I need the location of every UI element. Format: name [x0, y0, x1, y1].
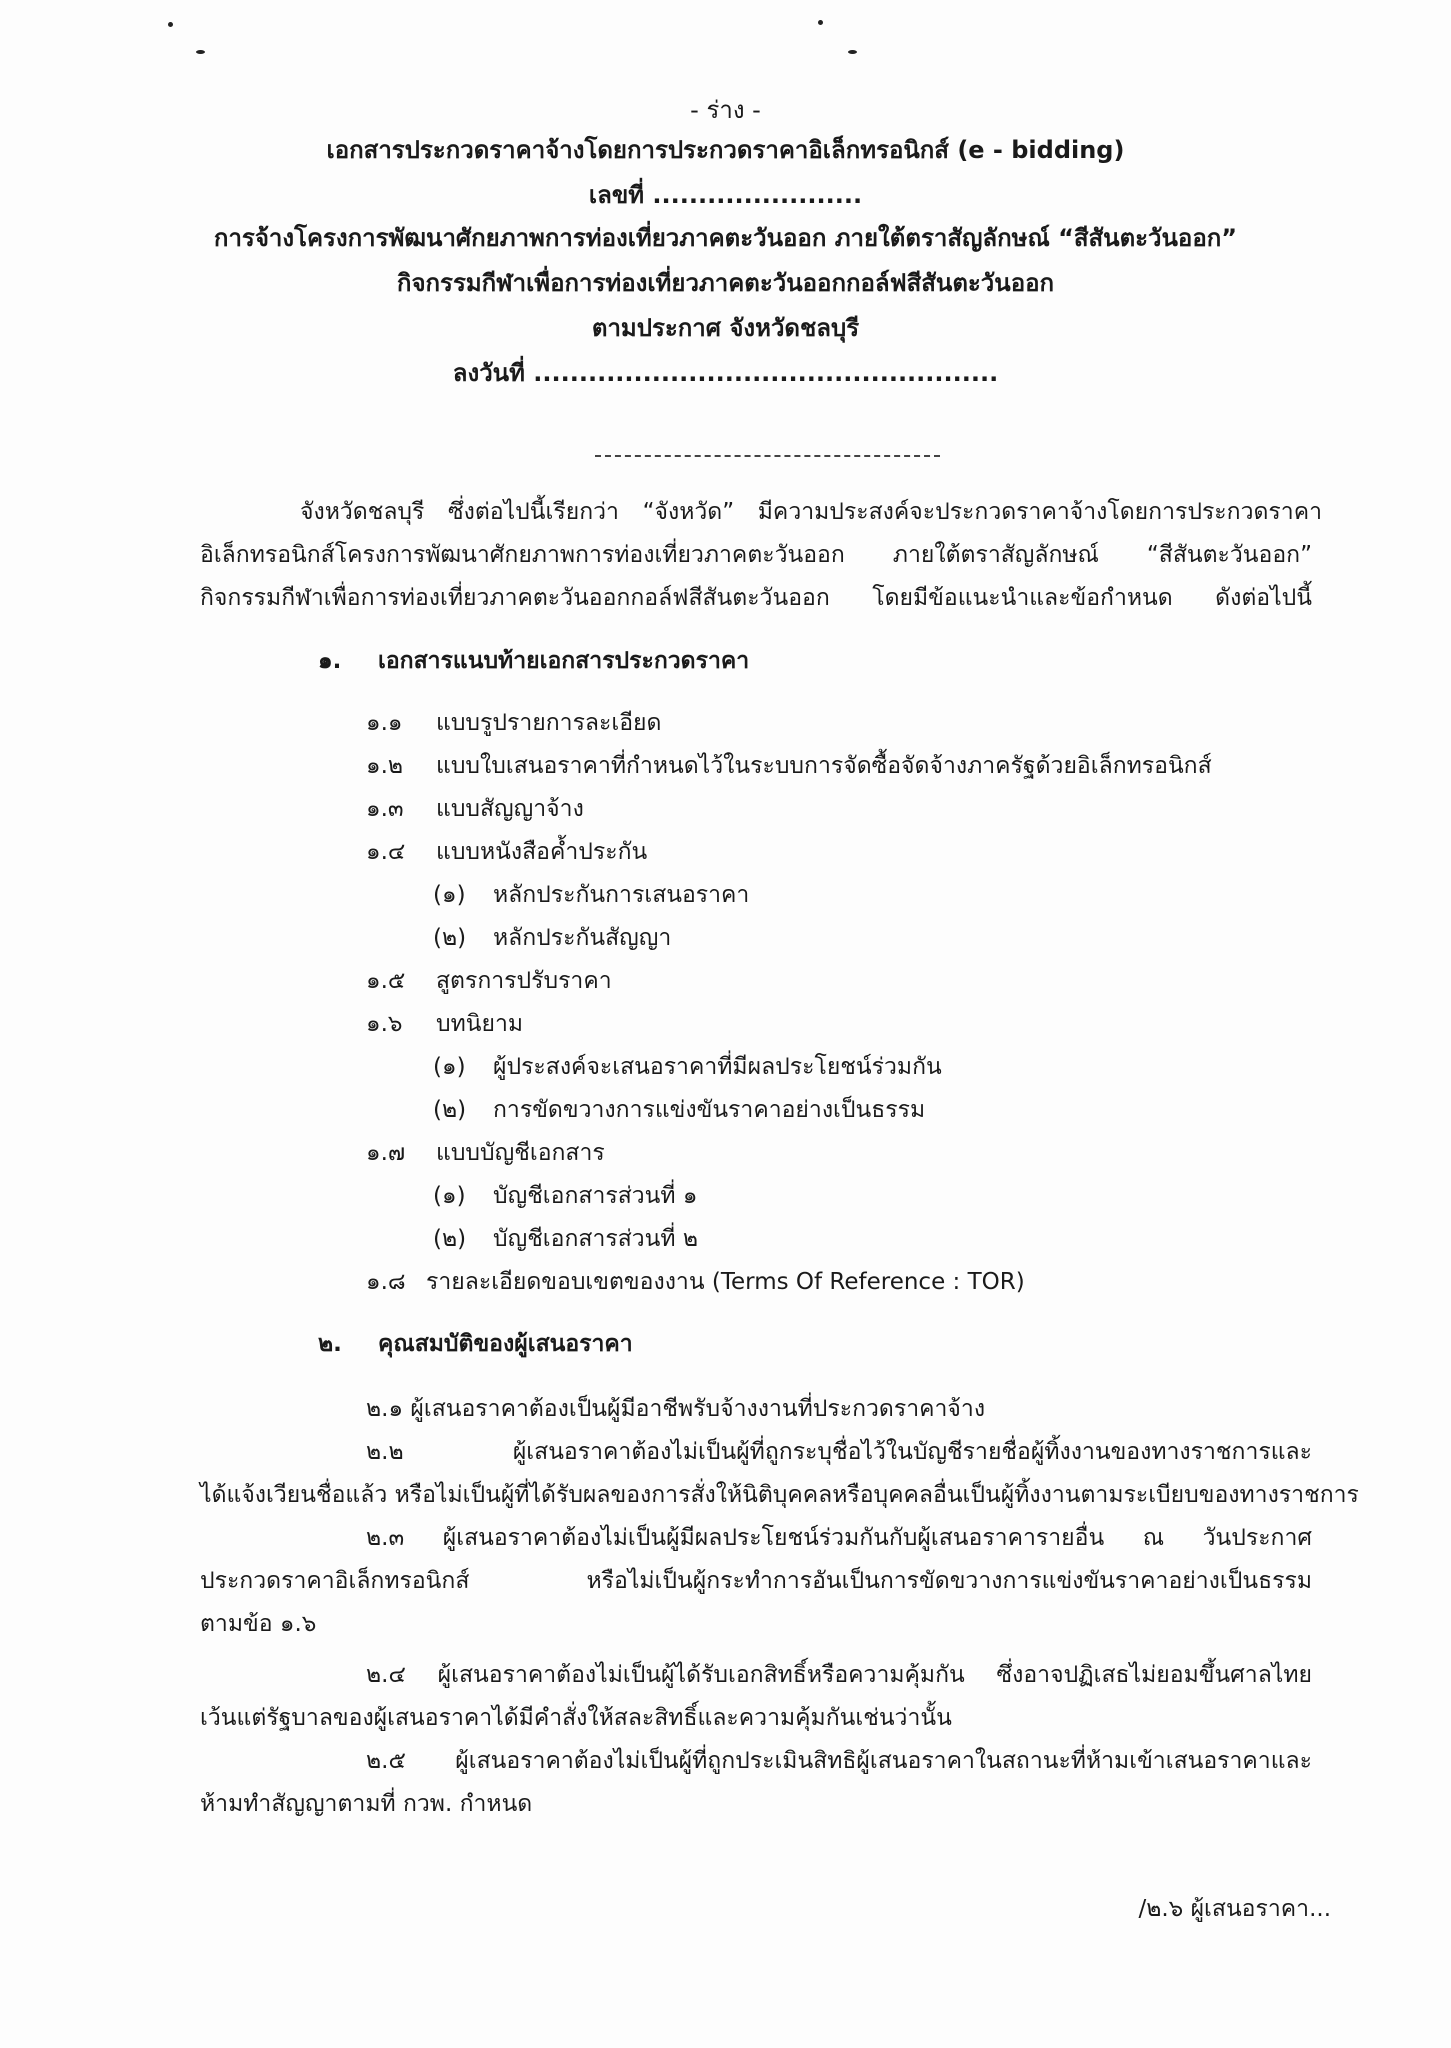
- item-text: แบบหนังสือค้ำประกัน: [436, 839, 648, 865]
- intro-line-3: กิจกรรมกีฬาเพื่อการท่องเที่ยวภาคตะวันออกกอล์ฟสีสันตะวันออก โดยมีข้อแนะนำและข้อกำหนด ดังต่อไปนี้: [200, 585, 1312, 611]
- item-number: (๒): [433, 925, 467, 951]
- item-text: สูตรการปรับราคา: [436, 968, 612, 994]
- item-text: บทนิยาม: [436, 1011, 524, 1037]
- item-text: การขัดขวางการแข่งขันราคาอย่างเป็นธรรม: [493, 1097, 926, 1123]
- list-item: [366, 750, 1212, 782]
- intro-line-2: อิเล็กทรอนิกส์โครงการพัฒนาศักยภาพการท่องเที่ยวภาคตะวันออก ภายใต้ตราสัญลักษณ์ “สีสันตะวันออก”: [200, 542, 1312, 568]
- item-number: ๑.๔: [366, 839, 406, 865]
- header-divider: [595, 455, 940, 457]
- item-number: ๑.๕: [366, 968, 406, 994]
- list-item: [366, 707, 661, 739]
- clause-2-3-line-3: ตามข้อ ๑.๖: [200, 1611, 317, 1637]
- item-text: หลักประกันสัญญา: [493, 925, 672, 951]
- item-number: ๑.๗: [366, 1140, 406, 1166]
- list-subitem: [433, 1223, 698, 1255]
- activity-title: กิจกรรมกีฬาเพื่อการท่องเที่ยวภาคตะวันออกกอล์ฟสีสันตะวันออก: [396, 269, 1055, 297]
- scan-speck: [196, 50, 205, 54]
- document-title: เอกสารประกวดราคาจ้างโดยการประกวดราคาอิเล็กทรอนิกส์ (e - bidding): [326, 136, 1125, 164]
- clause-2-1: ๒.๑ ผู้เสนอราคาต้องเป็นผู้มีอาชีพรับจ้างงานที่ประกวดราคาจ้าง: [366, 1396, 986, 1422]
- list-item: [366, 836, 647, 868]
- item-number: ๑.๖: [366, 1011, 403, 1037]
- section-1-heading: [318, 645, 749, 677]
- item-text: บัญชีเอกสารส่วนที่ ๒: [493, 1226, 699, 1252]
- item-text: รายละเอียดขอบเขตของงาน (Terms Of Reference : TOR): [426, 1269, 1025, 1295]
- section-number: ๒.: [318, 1331, 342, 1357]
- list-subitem: [433, 879, 749, 911]
- draft-label: - ร่าง -: [690, 96, 761, 124]
- item-text: แบบบัญชีเอกสาร: [436, 1140, 605, 1166]
- list-subitem: [433, 922, 671, 954]
- clause-2-2-line-2: ได้แจ้งเวียนชื่อแล้ว หรือไม่เป็นผู้ที่ได้รับผลของการสั่งให้นิติบุคคลหรือบุคคลอื่นเป็นผู้ทิ้งงานตามระเบียบของทางราชการ: [200, 1482, 1359, 1508]
- list-item: [366, 1266, 1025, 1298]
- section-2-heading: [318, 1328, 633, 1360]
- announcement-line: ตามประกาศ จังหวัดชลบุรี: [591, 314, 860, 342]
- clause-2-4-line-2: เว้นแต่รัฐบาลของผู้เสนอราคาได้มีคำสั่งให้สละสิทธิ์และความคุ้มกันเช่นว่านั้น: [200, 1705, 952, 1731]
- item-number: (๑): [433, 882, 466, 908]
- item-number: (๑): [433, 1054, 466, 1080]
- item-number: ๑.๑: [366, 710, 403, 736]
- item-text: หลักประกันการเสนอราคา: [493, 882, 750, 908]
- clause-2-3-line-2: ประกวดราคาอิเล็กทรอนิกส์ หรือไม่เป็นผู้กระทำการอันเป็นการขัดขวางการแข่งขันราคาอย่างเป็นธรรม: [200, 1568, 1312, 1594]
- scan-speck: [848, 50, 857, 54]
- document-number: เลขที่ .......................: [588, 181, 863, 209]
- item-number: (๒): [433, 1226, 467, 1252]
- item-text: แบบใบเสนอราคาที่กำหนดไว้ในระบบการจัดซื้อจัดจ้างภาครัฐด้วยอิเล็กทรอนิกส์: [436, 753, 1212, 779]
- list-item: [366, 965, 612, 997]
- list-subitem: [433, 1180, 697, 1212]
- clause-2-3-line-1: ๒.๓ ผู้เสนอราคาต้องไม่เป็นผู้มีผลประโยชน์ร่วมกันกับผู้เสนอราคารายอื่น ณ วันประกาศ: [366, 1525, 1312, 1551]
- section-title: คุณสมบัติของผู้เสนอราคา: [378, 1331, 633, 1357]
- clause-2-2-line-1: ๒.๒ ผู้เสนอราคาต้องไม่เป็นผู้ที่ถูกระบุชื่อไว้ในบัญชีรายชื่อผู้ทิ้งงานของทางราชการและ: [366, 1439, 1312, 1465]
- item-text: แบบสัญญาจ้าง: [436, 796, 584, 822]
- list-item: [366, 793, 584, 825]
- item-text: บัญชีเอกสารส่วนที่ ๑: [493, 1183, 698, 1209]
- date-line: ลงวันที่ ...................................................: [452, 359, 999, 387]
- list-item: [366, 1008, 523, 1040]
- item-text: แบบรูปรายการละเอียด: [436, 710, 662, 736]
- list-subitem: [433, 1094, 925, 1126]
- item-number: (๒): [433, 1097, 467, 1123]
- item-number: ๑.๓: [366, 796, 404, 822]
- intro-line-1: จังหวัดชลบุรี ซึ่งต่อไปนี้เรียกว่า “จังหวัด” มีความประสงค์จะประกวดราคาจ้างโดยการประกวดราคา: [300, 499, 1322, 525]
- continuation-note: /๒.๖ ผู้เสนอราคา...: [1138, 1896, 1331, 1922]
- item-number: ๑.๘: [366, 1269, 406, 1295]
- list-subitem: [433, 1051, 942, 1083]
- section-title: เอกสารแนบท้ายเอกสารประกวดราคา: [378, 648, 750, 674]
- scan-speck: [168, 22, 173, 27]
- clause-2-5-line-2: ห้ามทำสัญญาตามที่ กวพ. กำหนด: [200, 1791, 533, 1817]
- item-text: ผู้ประสงค์จะเสนอราคาที่มีผลประโยชน์ร่วมกัน: [493, 1054, 942, 1080]
- item-number: ๑.๒: [366, 753, 404, 779]
- list-item: [366, 1137, 605, 1169]
- scan-speck: [818, 20, 823, 25]
- item-number: (๑): [433, 1183, 466, 1209]
- project-title: การจ้างโครงการพัฒนาศักยภาพการท่องเที่ยวภาคตะวันออก ภายใต้ตราสัญลักษณ์ “สีสันตะวันออก”: [213, 224, 1238, 252]
- clause-2-4-line-1: ๒.๔ ผู้เสนอราคาต้องไม่เป็นผู้ได้รับเอกสิทธิ์หรือความคุ้มกัน ซึ่งอาจปฏิเสธไม่ยอมขึ้นศาลไทย: [366, 1662, 1312, 1688]
- clause-2-5-line-1: ๒.๕ ผู้เสนอราคาต้องไม่เป็นผู้ที่ถูกประเมินสิทธิผู้เสนอราคาในสถานะที่ห้ามเข้าเสนอราคาและ: [366, 1748, 1312, 1774]
- section-number: ๑.: [318, 648, 342, 674]
